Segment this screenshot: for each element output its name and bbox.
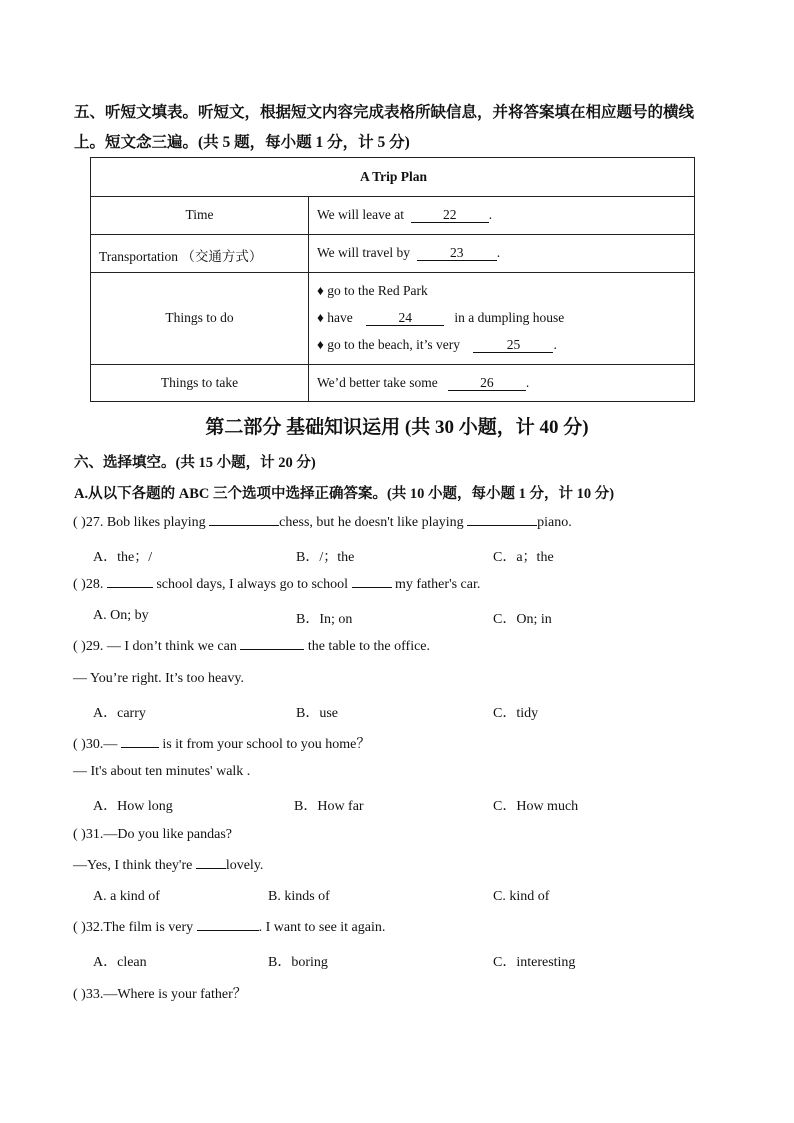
answer-blank-26[interactable]: 26 xyxy=(448,375,526,391)
blank-28b[interactable] xyxy=(352,587,392,588)
option-29-b[interactable]: B．use xyxy=(296,706,338,721)
option-27-c[interactable]: C．a；the xyxy=(493,550,554,565)
section6-title: 六、选择填空。(共 15 小题，计 20 分) xyxy=(74,455,316,471)
todo-item-1: ♦ go to the Red Park xyxy=(317,283,428,298)
blank-31[interactable] xyxy=(196,868,226,869)
question-30: ( )30.— is it from your school to you home？ xyxy=(73,737,371,752)
option-32-c[interactable]: C．interesting xyxy=(493,955,576,970)
option-32-b[interactable]: B．boring xyxy=(268,955,328,970)
section5-line1: 五、听短文填表。听短文，根据短文内容完成表格所缺信息，并将答案填在相应题号的横线 xyxy=(74,104,695,121)
answer-blank-24[interactable]: 24 xyxy=(366,310,444,326)
blank-30[interactable] xyxy=(121,747,159,748)
todo-item-2: ♦ have 24 in a dumpling house xyxy=(317,310,565,325)
reply-31: —Yes, I think they're lovely. xyxy=(73,858,264,873)
blank-32[interactable] xyxy=(197,930,259,931)
blank-27a[interactable] xyxy=(209,525,279,526)
table-title: A Trip Plan xyxy=(359,169,428,184)
option-28-b[interactable]: B．In; on xyxy=(296,612,353,627)
blank-27b[interactable] xyxy=(467,525,537,526)
part2-title: 第二部分 基础知识运用 (共 30 小题，计 40 分) xyxy=(205,417,589,438)
option-31-c[interactable]: C. kind of xyxy=(493,889,550,904)
question-32: ( )32.The film is very . I want to see it again. xyxy=(73,920,386,935)
question-28: ( )28. school days, I always go to school my father's car. xyxy=(73,577,481,592)
option-30-a[interactable]: A．How long xyxy=(93,799,173,814)
option-31-a[interactable]: A. a kind of xyxy=(93,889,160,904)
answer-blank-23[interactable]: 23 xyxy=(417,245,497,261)
trip-plan-table xyxy=(90,157,695,402)
row-content-transportation: We will travel by 23 . xyxy=(317,245,501,260)
blank-29[interactable] xyxy=(240,649,304,650)
row-content-things-to-take: We’d better take some 26 . xyxy=(317,375,530,390)
answer-blank-22[interactable]: 22 xyxy=(411,207,489,223)
section6-sub-a: A.从以下各题的 ABC 三个选项中选择正确答案。(共 10 小题，每小题 1 分，计 10 分) xyxy=(74,486,615,502)
reply-30: — It's about ten minutes' walk . xyxy=(73,764,251,779)
option-28-c[interactable]: C．On; in xyxy=(493,612,552,627)
row-label-things-to-do: Things to do xyxy=(165,310,234,325)
todo-item-3: ♦ go to the beach, it’s very 25 . xyxy=(317,337,557,352)
option-30-c[interactable]: C．How much xyxy=(493,799,579,814)
option-27-a[interactable]: A．the；/ xyxy=(93,550,153,565)
question-29: ( )29. — I don’t think we can the table to the office. xyxy=(73,639,431,654)
option-30-b[interactable]: B．How far xyxy=(294,799,364,814)
question-27: ( )27. Bob likes playing chess, but he doesn't like playing piano. xyxy=(73,515,572,530)
row-label-transportation: Transportation （交通方式） xyxy=(99,249,263,264)
option-31-b[interactable]: B. kinds of xyxy=(268,889,330,904)
row-content-time: We will leave at 22 . xyxy=(317,207,493,222)
option-32-a[interactable]: A．clean xyxy=(93,955,147,970)
option-29-c[interactable]: C．tidy xyxy=(493,706,539,721)
option-29-a[interactable]: A．carry xyxy=(93,706,146,721)
reply-29: — You’re right. It’s too heavy. xyxy=(73,671,244,686)
answer-blank-25[interactable]: 25 xyxy=(473,337,553,353)
question-31: ( )31.—Do you like pandas? xyxy=(73,827,233,842)
row-label-time: Time xyxy=(185,207,214,222)
option-28-a[interactable]: A. On; by xyxy=(93,608,149,623)
row-label-things-to-take: Things to take xyxy=(160,375,239,390)
option-27-b[interactable]: B．/；the xyxy=(296,550,355,565)
blank-28a[interactable] xyxy=(107,587,153,588)
section5-line2: 上。短文念三遍。(共 5 题，每小题 1 分，计 5 分) xyxy=(74,134,410,151)
question-33: ( )33.—Where is your father？ xyxy=(73,987,247,1002)
